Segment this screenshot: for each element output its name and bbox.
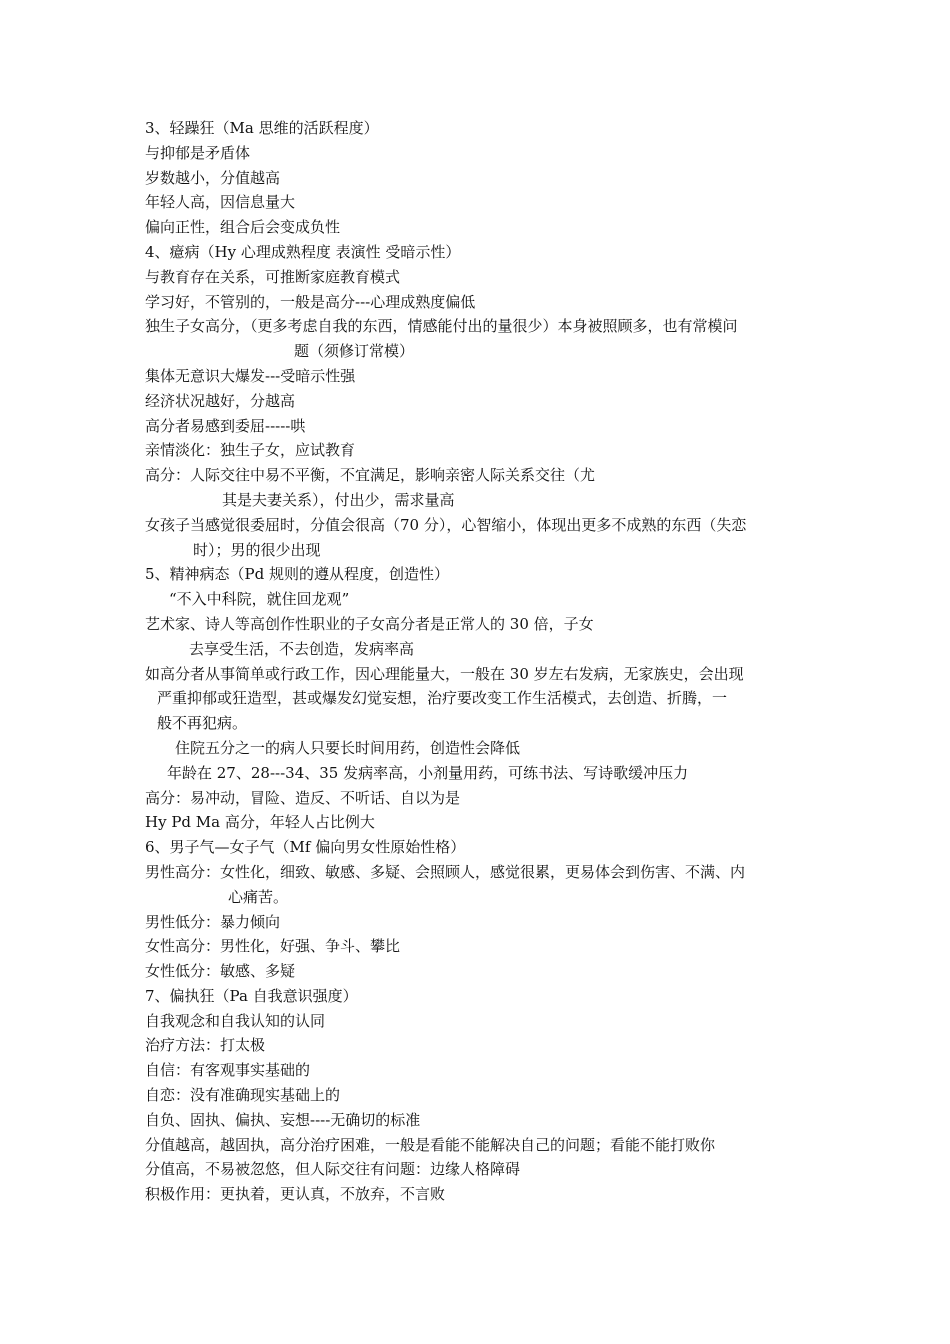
text-line: 岁数越小，分值越高 — [145, 168, 281, 187]
text-line: 4、癔病（Hy 心理成熟程度 表演性 受暗示性） — [145, 242, 461, 261]
text-line: 偏向正性，组合后会变成负性 — [145, 218, 341, 237]
text-line: 男性低分：暴力倾向 — [145, 912, 281, 931]
text-line: 亲情淡化：独生子女，应试教育 — [145, 441, 356, 460]
text-line: 时）；男的很少出现 — [193, 540, 321, 559]
text-line: 分值高，不易被忽悠，但人际交往有问题：边缘人格障碍 — [145, 1160, 521, 1179]
text-line: 高分者易感到委屈-----哄 — [145, 416, 306, 435]
text-line: “不入中科院，就住回龙观” — [169, 590, 350, 609]
text-line: 年轻人高，因信息量大 — [145, 193, 296, 212]
document-body — [145, 116, 810, 1207]
text-line: 女性低分：敏感、多疑 — [145, 962, 296, 981]
text-line: 自负、固执、偏执、妄想----无确切的标准 — [145, 1110, 421, 1129]
text-line: 年龄在 27、28---34、35 发病率高，小剂量用药，可练书法、写诗歌缓冲压力 — [167, 763, 689, 782]
text-line: 高分：易冲动，冒险、造反、不听话、自以为是 — [145, 788, 461, 807]
text-line: 5、精神病态（Pd 规则的遵从程度，创造性） — [145, 565, 450, 584]
text-line: 高分：人际交往中易不平衡，不宜满足，影响亲密人际关系交往（尤 — [145, 466, 596, 485]
text-line: 艺术家、诗人等高创作性职业的子女高分者是正常人的 30 倍，子女 — [145, 614, 594, 633]
text-line: 与抑郁是矛盾体 — [145, 143, 251, 162]
text-line: 独生子女高分，（更多考虑自我的东西，情感能付出的量很少）本身被照顾多，也有常模问 — [145, 317, 738, 336]
text-line: 女孩子当感觉很委屈时，分值会很高（70 分），心智缩小，体现出更多不成熟的东西（失恋 — [145, 515, 747, 534]
text-line: 严重抑郁或狂造型，甚或爆发幻觉妄想，治疗要改变工作生活模式，去创造、折腾，一 — [157, 689, 728, 708]
text-line: 心痛苦。 — [228, 887, 289, 906]
text-line: 自我观念和自我认知的认同 — [145, 1011, 326, 1030]
text-line: 3、轻躁狂（Ma 思维的活跃程度） — [145, 119, 379, 137]
text-line: 去享受生活，不去创造，发病率高 — [189, 639, 415, 658]
text-line: 积极作用：更执着，更认真，不放弃，不言败 — [145, 1185, 446, 1204]
text-line: Hy Pd Ma 高分，年轻人占比例大 — [145, 813, 375, 832]
text-line: 其是夫妻关系），付出少，需求量高 — [222, 490, 455, 509]
text-line: 分值越高，越固执，高分治疗困难，一般是看能不能解决自己的问题；看能不能打败你 — [145, 1135, 716, 1154]
text-line: 自恋：没有准确现实基础上的 — [145, 1086, 341, 1105]
text-line: 女性高分：男性化，好强、争斗、攀比 — [145, 937, 401, 956]
text-line: 7、偏执狂（Pa 自我意识强度） — [145, 986, 358, 1005]
text-line: 住院五分之一的病人只要长时间用药，创造性会降低 — [175, 738, 521, 757]
text-line: 自信：有客观事实基础的 — [145, 1061, 311, 1080]
text-line: 经济状况越好，分越高 — [145, 391, 296, 410]
text-line: 集体无意识大爆发---受暗示性强 — [145, 366, 356, 385]
text-line: 男性高分：女性化，细致、敏感、多疑、会照顾人，感觉很累，更易体会到伤害、不满、内 — [145, 862, 746, 881]
text-line: 6、男子气—女子气（Mf 偏向男女性原始性格） — [145, 838, 466, 857]
text-line: 如高分者从事简单或行政工作，因心理能量大，一般在 30 岁左右发病，无家族史，会出现 — [145, 664, 744, 683]
text-line: 与教育存在关系，可推断家庭教育模式 — [145, 267, 401, 286]
text-line: 治疗方法：打太极 — [145, 1036, 266, 1055]
text-line: 题（须修订常模） — [294, 342, 415, 361]
text-line: 学习好，不管别的，一般是高分---心理成熟度偏低 — [145, 292, 476, 311]
text-line: 般不再犯病。 — [157, 714, 248, 733]
